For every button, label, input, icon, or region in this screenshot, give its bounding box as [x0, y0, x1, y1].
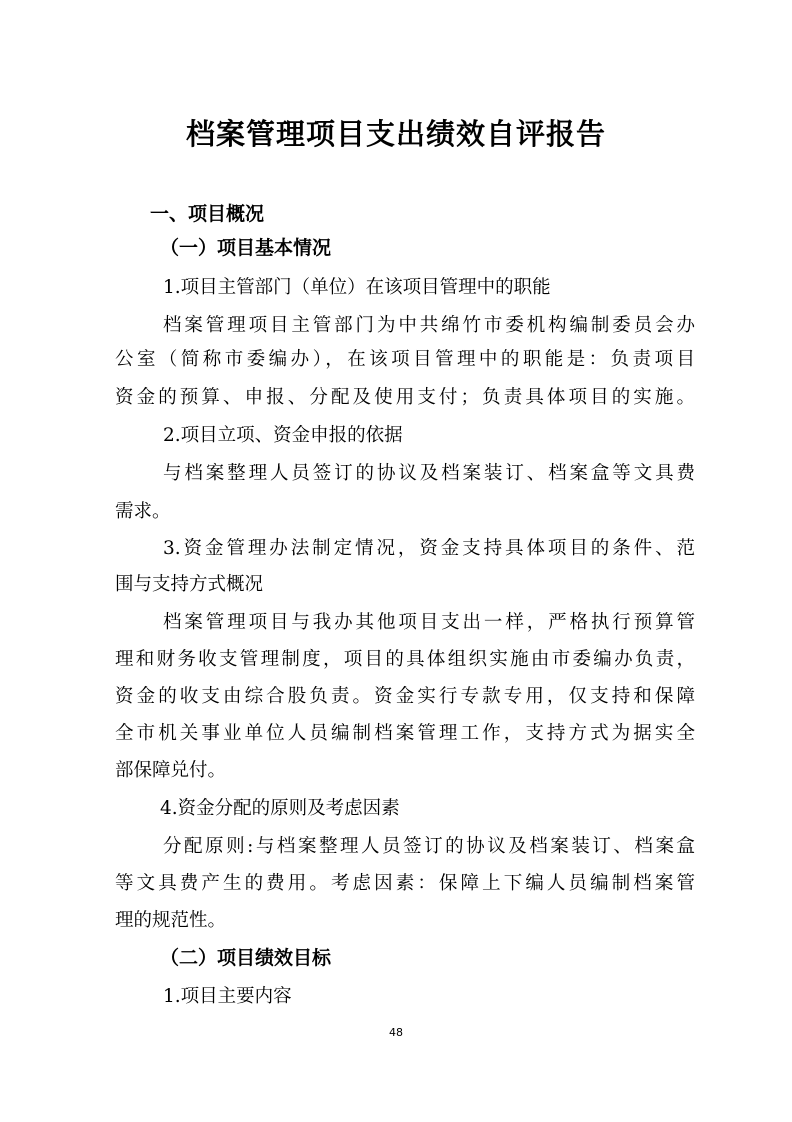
paragraph-line: 需求。 [115, 501, 171, 522]
paragraph-line: 分配原则:与档案整理人员签订的协议及档案装订、档案盒 [163, 836, 695, 857]
paragraph-line: 档案管理项目与我办其他项目支出一样，严格执行预算管 [163, 612, 695, 633]
paragraph-line: 与档案整理人员签订的协议及档案装订、档案盒等文具费 [163, 463, 695, 484]
subsection-heading-basic-info: （一）项目基本情况 [160, 237, 332, 259]
item-heading-4: 4.资金分配的原则及考虑因素 [160, 798, 400, 819]
paragraph-line: 等文具费产生的费用。考虑因素：保障上下编人员编制档案管 [115, 873, 695, 894]
paragraph-line: 理的规范性。 [115, 910, 227, 931]
item-heading-3: 3.资金管理办法制定情况，资金支持具体项目的条件、范 [163, 538, 695, 559]
item-heading-2: 2.项目立项、资金申报的依据 [163, 425, 403, 446]
page-number: 48 [389, 1026, 403, 1039]
document-title: 档案管理项目支出绩效自评报告 [185, 117, 606, 151]
paragraph-line: 资金的收支由综合股负责。资金实行专款专用，仅支持和保障 [115, 686, 695, 707]
paragraph-line: 资金的预算、申报、分配及使用支付；负责具体项目的实施。 [115, 387, 695, 408]
item-heading-main-content: 1.项目主要内容 [163, 986, 292, 1007]
paragraph-line: 全市机关事业单位人员编制档案管理工作，支持方式为据实全 [115, 723, 695, 744]
subsection-heading-performance-goals: （二）项目绩效目标 [160, 947, 332, 969]
paragraph-line: 档案管理项目主管部门为中共绵竹市委机构编制委员会办 [163, 315, 695, 336]
paragraph-line: 部保障兑付。 [115, 760, 227, 781]
item-heading-3-cont: 围与支持方式概况 [115, 574, 264, 595]
paragraph-line: 理和财务收支管理制度，项目的具体组织实施由市委编办负责， [115, 649, 695, 670]
section-heading-overview: 一、项目概况 [150, 203, 265, 225]
item-heading-1: 1.项目主管部门（单位）在该项目管理中的职能 [163, 277, 551, 298]
paragraph-line: 公室（简称市委编办），在该项目管理中的职能是：负责项目 [115, 349, 695, 370]
